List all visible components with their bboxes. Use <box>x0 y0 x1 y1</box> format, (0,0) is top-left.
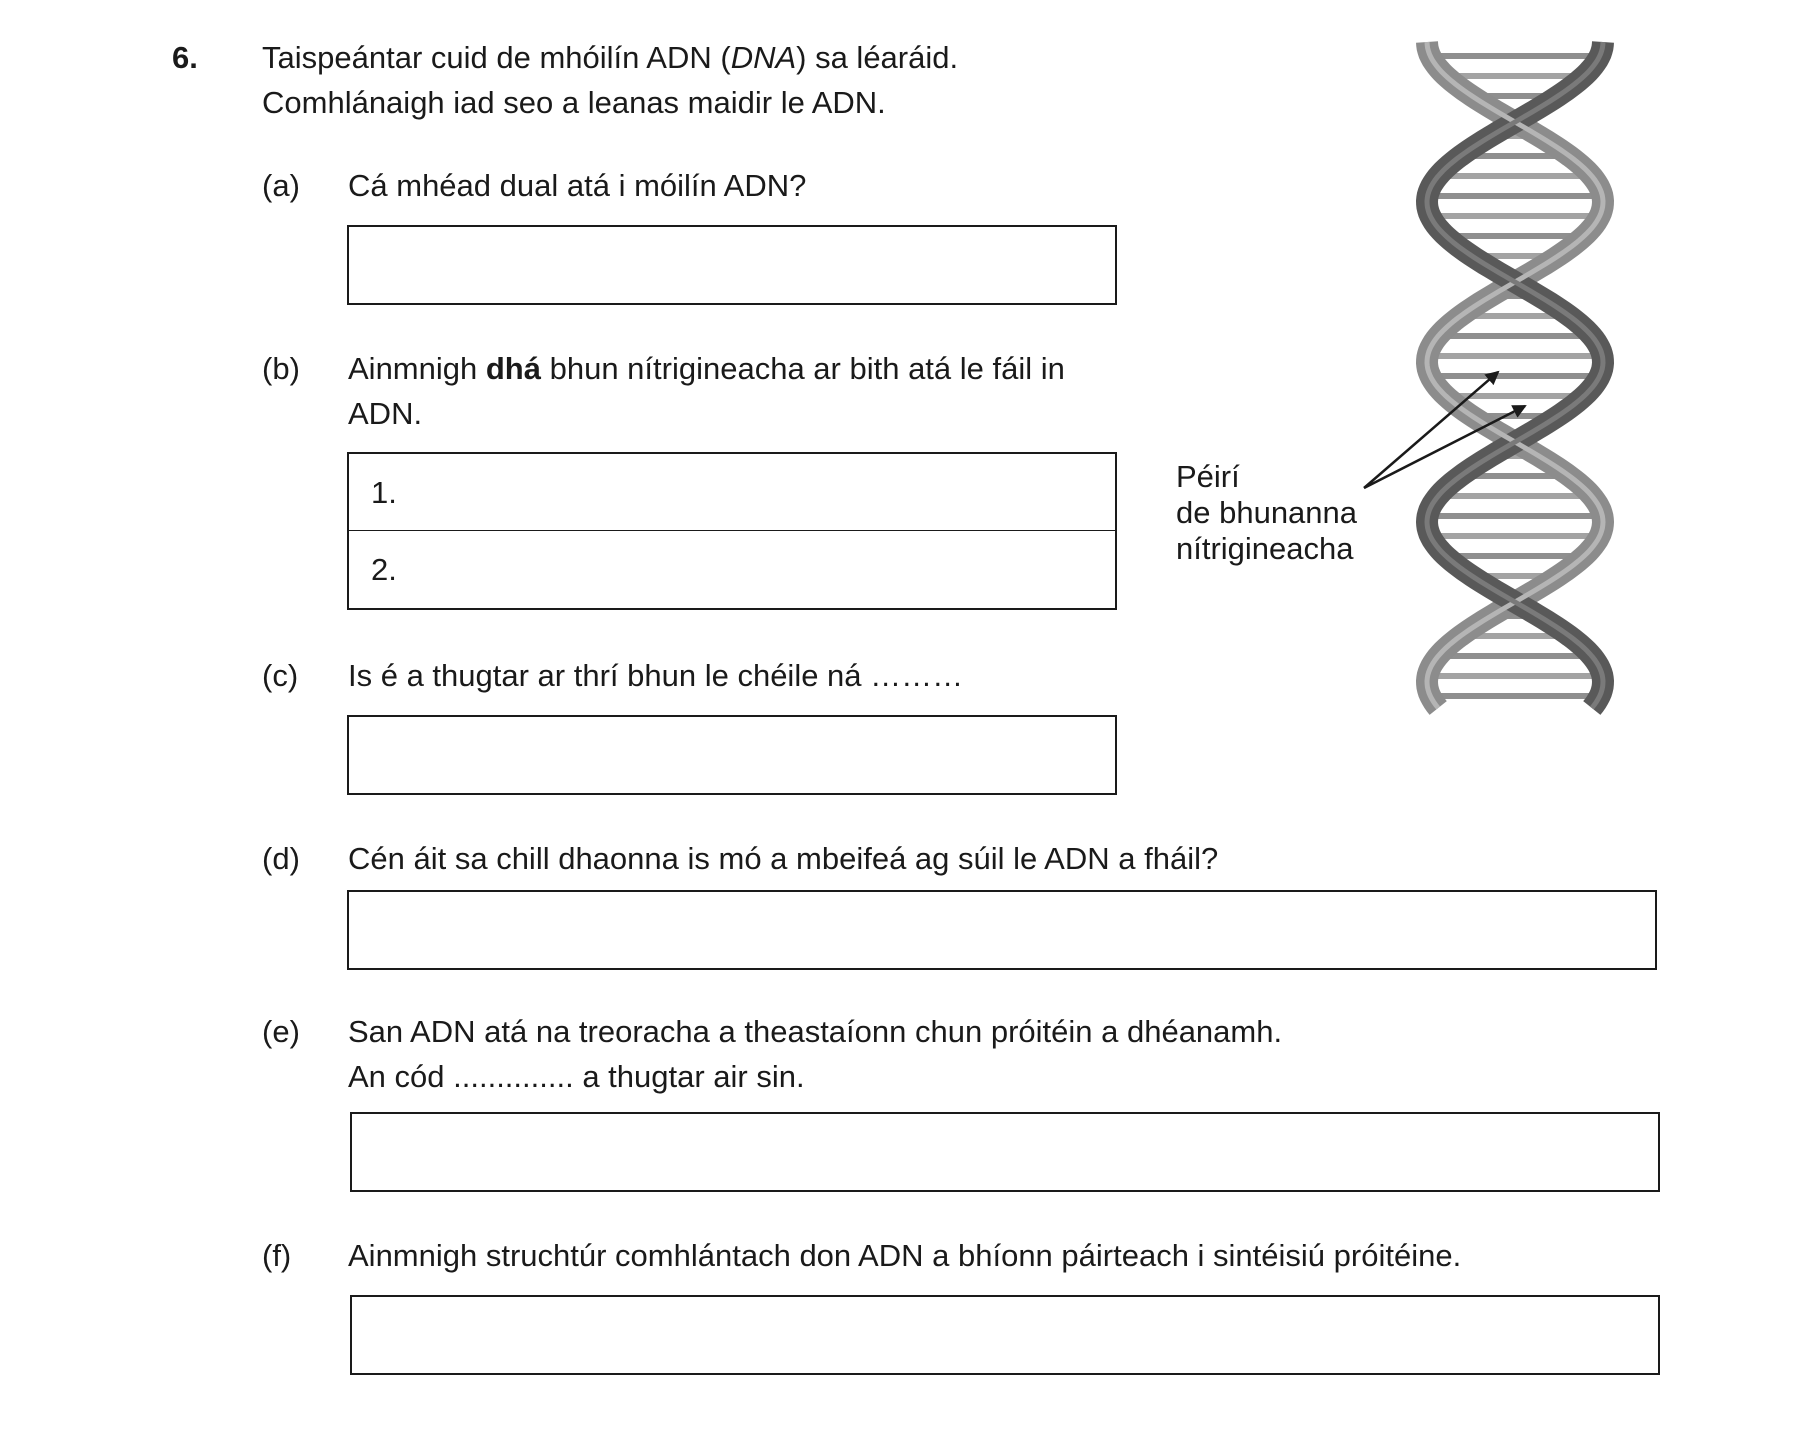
part-e-letter: (e) <box>262 1014 300 1049</box>
answer-box-f[interactable] <box>350 1295 1660 1375</box>
answer-row-b2-number: 2. <box>371 552 397 587</box>
answer-box-a[interactable] <box>347 225 1117 305</box>
part-b-text-pre: Ainmnigh <box>348 351 486 386</box>
answer-row-b1-number: 1. <box>371 475 397 510</box>
part-b-letter: (b) <box>262 351 300 386</box>
part-b-text-post: bhun nítrigineacha ar bith atá le fáil in <box>540 351 1065 386</box>
intro-text-post: ) sa léaráid. <box>796 40 959 75</box>
answer-row-b2[interactable] <box>349 531 1115 608</box>
part-e-question-line2: An cód .............. a thugtar air sin. <box>348 1059 805 1094</box>
question-number: 6. <box>172 40 198 75</box>
part-f-letter: (f) <box>262 1238 292 1273</box>
question-intro-line1 <box>262 40 958 76</box>
part-d-letter: (d) <box>262 841 300 876</box>
part-e-question-line1: San ADN atá na treoracha a theastaíonn chun próitéin a dhéanamh. <box>348 1014 1283 1049</box>
base-pairs-label-line2: de bhunanna <box>1176 495 1358 530</box>
answer-box-b <box>347 452 1117 610</box>
part-c-letter: (c) <box>262 658 299 693</box>
base-pairs-label-line1: Péirí <box>1176 459 1240 494</box>
part-a-letter: (a) <box>262 168 300 203</box>
base-pairs-label <box>1176 459 1357 567</box>
part-a-question: Cá mhéad dual atá i móilín ADN? <box>348 168 807 203</box>
base-pairs-label-line3: nítrigineacha <box>1176 531 1354 566</box>
part-f-question: Ainmnigh struchtúr comhlántach don ADN a bhíonn páirteach i sintéisiú próitéine. <box>348 1238 1462 1273</box>
part-d-question: Cén áit sa chill dhaonna is mó a mbeifeá ag súil le ADN a fháil? <box>348 841 1219 876</box>
part-b-question-line2: ADN. <box>348 396 423 431</box>
part-c-question: Is é a thugtar ar thrí bhun le chéile ná ……… <box>348 658 964 693</box>
intro-text-italic: DNA <box>730 40 797 75</box>
intro-text-pre: Taispeántar cuid de mhóilín ADN ( <box>262 40 731 75</box>
part-b-question-line1 <box>348 351 1065 387</box>
dna-double-helix-diagram <box>1390 30 1640 720</box>
answer-box-c[interactable] <box>347 715 1117 795</box>
answer-box-e[interactable] <box>350 1112 1660 1192</box>
part-b-text-bold: dhá <box>485 351 541 386</box>
question-intro-line2: Comhlánaigh iad seo a leanas maidir le ADN. <box>262 85 886 120</box>
answer-row-b1[interactable] <box>349 454 1115 531</box>
answer-box-d[interactable] <box>347 890 1657 970</box>
